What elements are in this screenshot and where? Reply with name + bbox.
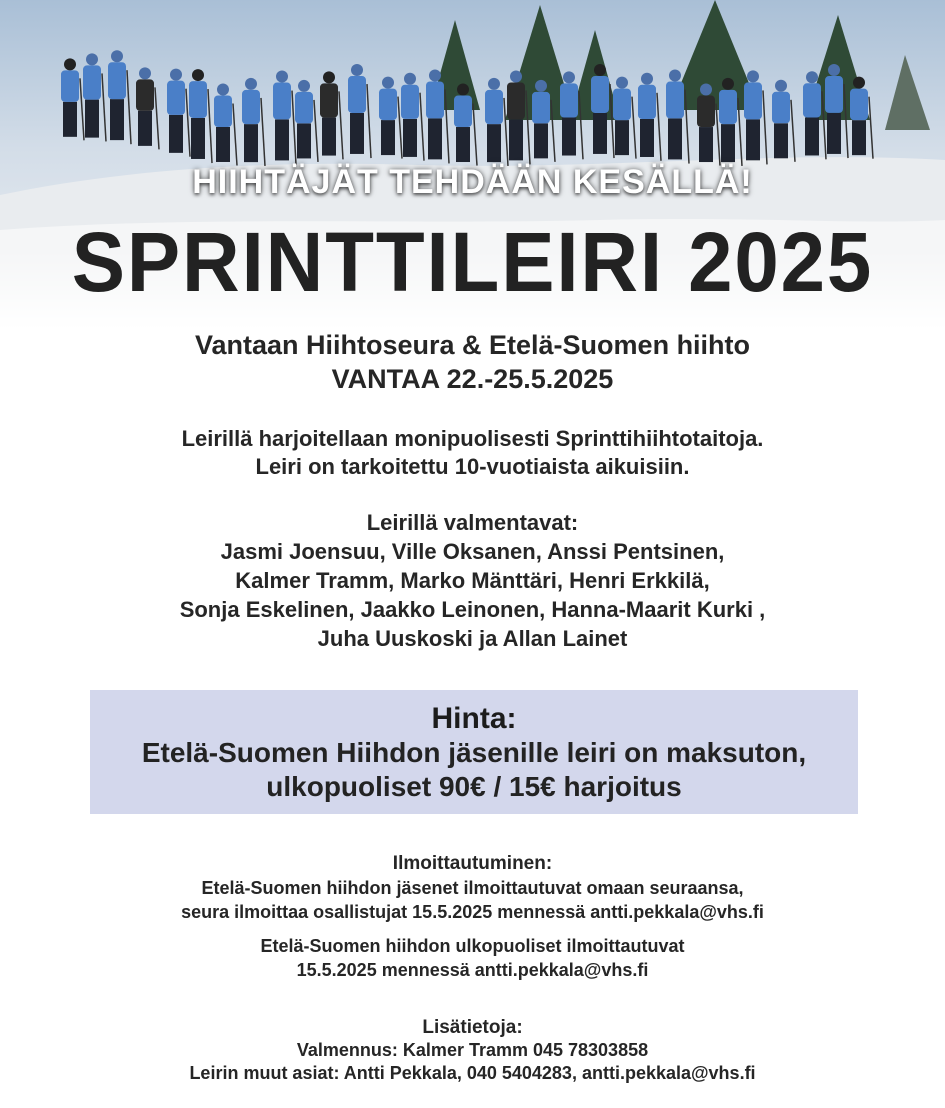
description-line: Leirillä harjoitellaan monipuolisesti Sprinttihiihtotaitoja. [181, 426, 764, 451]
page-title: SPRINTTILEIRI 2025 [71, 215, 874, 309]
price-box [90, 690, 858, 814]
registration-block [0, 852, 945, 982]
info-block [0, 1016, 945, 1085]
description-block [0, 425, 945, 481]
coaches-line: Kalmer Tramm, Marko Mänttäri, Henri Erkkilä, [235, 568, 710, 593]
info-line: Valmennus: Kalmer Tramm 045 78303858 [296, 1040, 649, 1060]
coaches-line: Jasmi Joensuu, Ville Oksanen, Anssi Pentsinen, [220, 539, 725, 564]
info-heading: Lisätietoja: [422, 1017, 523, 1038]
coaches-line: Sonja Eskelinen, Jaakko Leinonen, Hanna-Maarit Kurki , [179, 597, 766, 622]
registration-line: seura ilmoittaa osallistujat 15.5.2025 mennessä antti.pekkala@vhs.fi [181, 902, 764, 922]
location-dates: VANTAA 22.-25.5.2025 [331, 364, 614, 394]
organizers: Vantaan Hiihtoseura & Etelä-Suomen hiihto [194, 330, 751, 360]
registration-line: 15.5.2025 mennessä antti.pekkala@vhs.fi [296, 960, 649, 980]
description-line: Leiri on tarkoitettu 10-vuotiaista aikuisiin. [255, 454, 690, 479]
price-line: ulkopuoliset 90€ / 15€ harjoitus [266, 771, 682, 802]
price-line: Etelä-Suomen Hiihdon jäsenille leiri on maksuton, [141, 737, 807, 768]
price-heading: Hinta: [431, 702, 517, 735]
registration-line: Etelä-Suomen hiihdon ulkopuoliset ilmoittautuvat [260, 936, 685, 956]
coaches-line: Juha Uuskoski ja Allan Lainet [317, 626, 628, 651]
info-line: Leirin muut asiat: Antti Pekkala, 040 5404283, antti.pekkala@vhs.fi [189, 1063, 756, 1083]
registration-heading: Ilmoittautuminen: [392, 853, 553, 874]
organizer-block [0, 328, 945, 396]
tagline: HIIHTÄJÄT TEHDÄÄN KESÄLLÄ! [192, 163, 753, 201]
registration-line: Etelä-Suomen hiihdon jäsenet ilmoittautuvat omaan seuraansa, [201, 878, 744, 898]
coaches-heading: Leirillä valmentavat: [366, 510, 579, 535]
coaches-block [0, 508, 945, 653]
